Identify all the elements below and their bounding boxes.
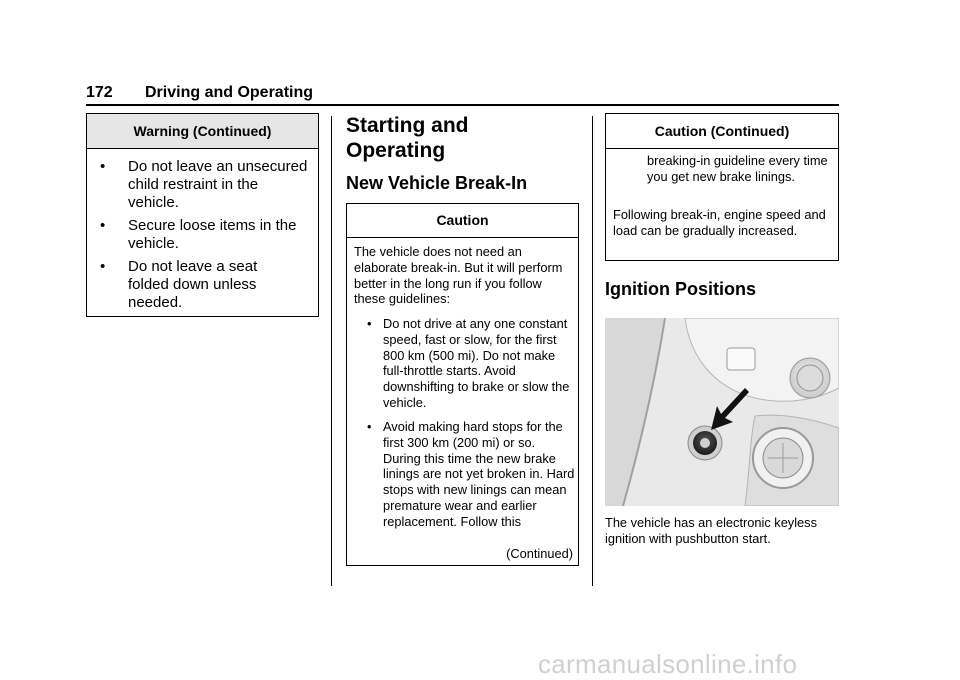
chapter-heading: Starting and Operating (346, 114, 469, 162)
ignition-caption: The vehicle has an electronic keyless ignition with pushbutton start. (605, 515, 817, 546)
caution-paragraph: Following break-in, engine speed and load can be gradually increased. (613, 207, 826, 238)
header-divider (86, 104, 839, 106)
section-title: Driving and Operating (145, 84, 314, 101)
page-header (86, 84, 839, 104)
section-heading: New Vehicle Break-In (346, 173, 528, 193)
watermark-text: carmanualsonline.info (538, 649, 798, 679)
column-divider-2 (592, 116, 593, 586)
caution-continued-box (605, 113, 839, 261)
column-divider-1 (331, 116, 332, 586)
page-number: 172 (86, 84, 113, 101)
continued-label: (Continued) (506, 546, 573, 561)
ignition-heading: Ignition Positions (605, 279, 756, 299)
caution-intro: The vehicle does not need an elaborate break-in. But it will perform better in the long run if you follow these guidelines: (354, 244, 563, 307)
warning-box: Warning (Continued) • Do not leave an unsecured child restraint in the vehicle. • Secure loose items in the vehicle. • Do not leave a seat folded down unless needed. (86, 113, 319, 317)
ignition-button-photo (605, 318, 839, 506)
warning-title: Warning (Continued) (87, 114, 318, 149)
caution-box: Caution The vehicle does not need an elaborate break-in. But it will perform better in the long run if you follow these guidelines: • Do not drive at any one constant speed, fast or slow, for the first 800 km (500 mi). Do not make full-throttle starts. Avoid downshifting to brake or slow the vehicle. • Avoid making hard stops for the first 300 km (200 mi) or so. During this time the new brake linings are not yet broken in. Hard stops with new linings can mean premature wear and earlier replacement. Follow this (Continued) (346, 203, 579, 566)
caution-continued-text: breaking-in guideline every time you get new brake linings. (647, 153, 828, 184)
caution-continued-title: Caution (Continued) (606, 114, 838, 149)
caution-title: Caution (347, 204, 578, 238)
